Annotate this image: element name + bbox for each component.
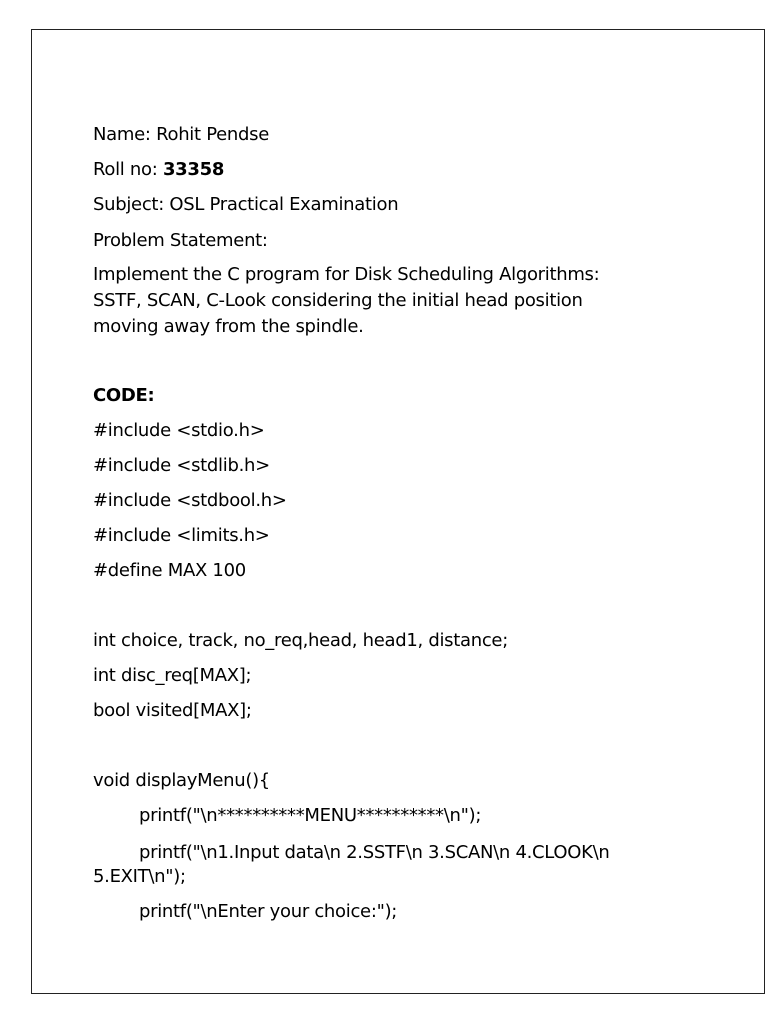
code-line-printf-menu: printf("\n**********MENU**********\n");: [139, 805, 482, 826]
roll-number: [93, 158, 224, 182]
problem-statement-label: Problem Statement:: [93, 230, 268, 251]
code-line-include-limits: #include <limits.h>: [93, 525, 270, 546]
code-line-printf-choice: printf("\nEnter your choice:");: [139, 901, 398, 922]
code-line-display-menu: void displayMenu(){: [93, 770, 270, 791]
student-name: Name: Rohit Pendse: [93, 124, 269, 145]
roll-value: 33358: [162, 159, 225, 180]
code-line-include-stdio: #include <stdio.h>: [93, 420, 265, 441]
code-line-printf-options-cont: 5.EXIT\n");: [93, 866, 186, 887]
problem-statement-text: Implement the C program for Disk Scheduling Algorithms: SSTF, SCAN, C-Look considering the initial head position moving away from the spindle.: [93, 264, 600, 337]
code-line-printf-options: printf("\n1.Input data\n 2.SSTF\n 3.SCAN\n 4.CLOOK\n: [139, 842, 610, 863]
code-line-int-declarations: int choice, track, no_req,head, head1, distance;: [93, 630, 508, 651]
code-line-include-stdbool: #include <stdbool.h>: [93, 490, 287, 511]
code-line-include-stdlib: #include <stdlib.h>: [93, 455, 270, 476]
subject: Subject: OSL Practical Examination: [93, 194, 399, 215]
code-line-disc-req: int disc_req[MAX];: [93, 665, 252, 686]
roll-label: Roll no:: [93, 159, 163, 180]
code-line-define-max: #define MAX 100: [93, 560, 246, 581]
code-heading: CODE:: [93, 385, 155, 406]
code-line-visited: bool visited[MAX];: [93, 700, 252, 721]
